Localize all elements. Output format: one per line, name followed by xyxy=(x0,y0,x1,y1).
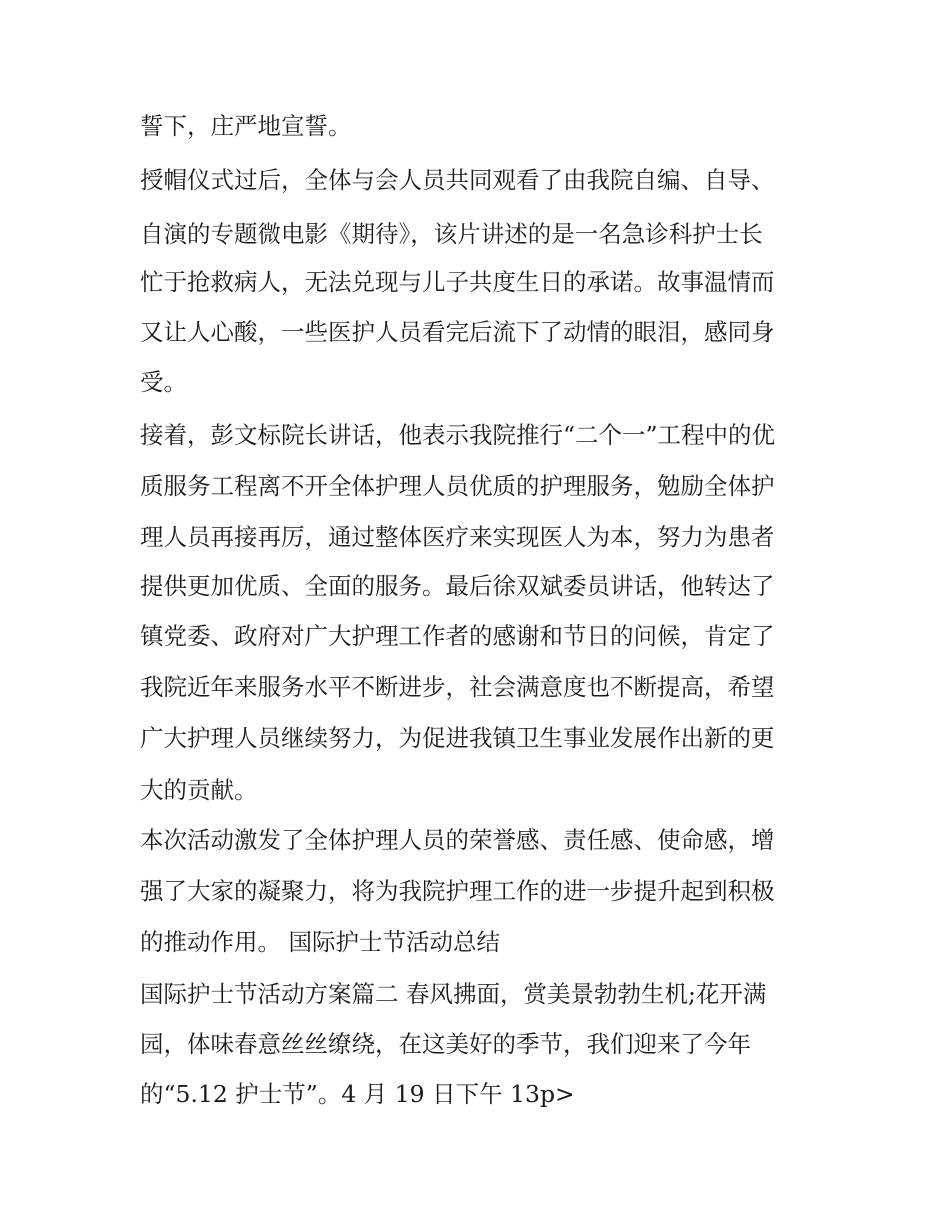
text-line: 誓下，庄严地宣誓。 xyxy=(140,112,352,140)
text-line: 园，体味春意丝丝缭绕，在这美好的季节，我们迎来了今年 xyxy=(140,1030,751,1058)
text-line: 忙于抢救病人，无法兑现与儿子共度生日的承诺。故事温情而 xyxy=(140,268,775,296)
text-line: 国际护士节活动方案篇二 春风拂面，赏美景勃勃生机;花开满 xyxy=(140,980,767,1008)
text-line: 大的贡献。 xyxy=(140,776,258,804)
text-line: 理人员再接再厉，通过整体医疗来实现医人为本，努力为患者 xyxy=(140,523,775,551)
text-line: 广大护理人员继续努力，为促进我镇卫生事业发展作出新的更 xyxy=(140,724,775,752)
text-line: 又让人心酸，一些医护人员看完后流下了动情的眼泪，感同身 xyxy=(140,318,775,346)
text-line: 镇党委、政府对广大护理工作者的感谢和节日的问候，肯定了 xyxy=(140,622,775,650)
text-line: 本次活动激发了全体护理人员的荣誉感、责任感、使命感，增 xyxy=(140,826,775,854)
text-line: 接着，彭文标院长讲话，他表示我院推行“二个一”工程中的优 xyxy=(140,421,776,449)
text-line: 提供更加优质、全面的服务。最后徐双斌委员讲话，他转达了 xyxy=(140,572,775,600)
text-line: 质服务工程离不开全体护理人员优质的护理服务，勉励全体护 xyxy=(140,472,775,500)
text-line: 我院近年来服务水平不断进步，社会满意度也不断提高，希望 xyxy=(140,673,775,701)
text-line: 受。 xyxy=(140,368,187,396)
text-line: 强了大家的凝聚力，将为我院护理工作的进一步提升起到积极 xyxy=(140,877,775,905)
text-line: 自演的专题微电影《期待》，该片讲述的是一名急诊科护士长 xyxy=(140,220,763,248)
text-line: 授帽仪式过后，全体与会人员共同观看了由我院自编、自导、 xyxy=(140,166,775,194)
text-line: 的“5.12 护士节”。4 月 19 日下午 13p> xyxy=(140,1080,575,1108)
text-line: 的推动作用。 国际护士节活动总结 xyxy=(140,928,500,956)
